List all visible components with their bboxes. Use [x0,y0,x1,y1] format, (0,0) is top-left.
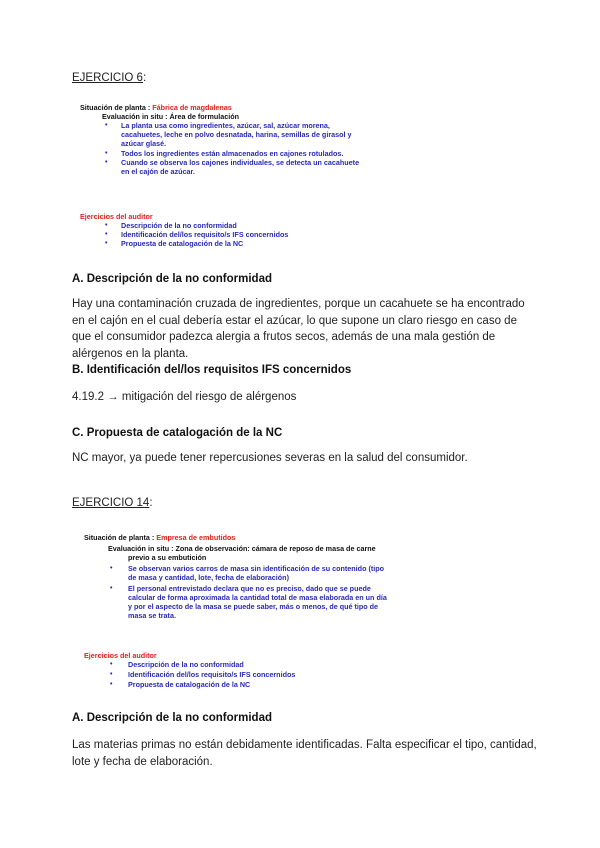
exercise-14-title-suffix: : [149,497,153,509]
ex6-section-b-heading: B. Identificación del/los requisitos IFS concernidos [72,364,352,376]
bullet-icon: • [110,565,113,572]
ex6-bullet-1-line-1: La planta usa como ingredientes, azúcar, sal, azúcar morena, [121,121,330,130]
bullet-icon: • [110,661,113,668]
ex6-auditor-title: Ejercicios del auditor [80,212,153,221]
bullet-icon: • [105,150,108,157]
bullet-icon: • [105,122,108,129]
ex14-bullet-2-line-4: masa se trata. [128,611,176,620]
ex14-section-a-text: Las materias primas no están debidamente identificadas. Falta especificar el tipo, cantidad, lote y fecha de elaboración. [72,739,537,768]
bullet-icon: • [105,159,108,166]
bullet-icon: • [110,681,113,688]
ex14-bullet-2-line-3: y por el aspecto de la masa se puede saber, más o menos, de qué tipo de [128,602,379,611]
ex6-auditor-item-3: Propuesta de catalogación de la NC [121,239,244,248]
ex6-bullet-3-line-1: Cuando se observa los cajones individuales, se detecta un cacahuete [121,158,360,167]
exercise-14-title-text: EJERCICIO 14 [72,497,150,509]
ex14-situacion [84,534,235,543]
ex6-bullet-2-line-1: Todos los ingredientes están almacenados en cajones rotulados. [121,149,344,158]
ex6-situacion-value: Fábrica de magdalenas [152,103,232,112]
exercise-6-title-text: EJERCICIO 6 [72,72,143,84]
ex14-bullet-1-line-1: Se observan varios carros de masa sin identificación de su contenido (tipo [128,564,385,573]
ex14-situacion-value: Empresa de embutidos [156,533,236,542]
bullet-icon: • [105,231,108,238]
ex14-auditor-item-1: Descripción de la no conformidad [128,660,244,669]
ex6-section-a-heading: A. Descripción de la no conformidad [72,273,273,285]
ex6-auditor-item-1: Descripción de la no conformidad [121,221,237,230]
ex6-auditor-item-2: Identificación del/los requisito/s IFS concernidos [121,230,289,239]
ex14-bullet-2-line-1: El personal entrevistado declara que no es preciso, dado que se puede [128,584,371,593]
ex14-auditor-item-3: Propuesta de catalogación de la NC [128,680,251,689]
ex14-auditor-title: Ejercicios del auditor [84,651,157,660]
ex6-section-b-text: 4.19.2 → mitigación del riesgo de alérgenos [72,391,297,403]
ex6-section-a-text: Hay una contaminación cruzada de ingredientes, porque un cacahuete se ha encontrado en el cajón en el cual debería estar el azúcar, lo que supone un claro riesgo en caso de que el consumidor padezca alergia a frutos secos, además de una mala gestión de alérgenos en la planta. [72,298,525,360]
ex6-section-c-text: NC mayor, ya puede tener repercusiones severas en la salud del consumidor. [72,452,468,464]
bullet-icon: • [110,671,113,678]
ex14-evaluacion-line-1: Evaluación in situ : Zona de observación: cámara de reposo de masa de carne [108,544,376,553]
ex6-section-c-heading: C. Propuesta de catalogación de la NC [72,427,283,439]
ex14-situacion-label: Situación de planta : [84,533,157,542]
bullet-icon: • [105,222,108,229]
ex14-bullet-2-line-2: calcular de forma aproximada la cantidad total de masa elaborada en un día [128,593,387,602]
exercise-6-title [72,72,146,84]
bullet-icon: • [105,240,108,247]
ex14-section-a-heading: A. Descripción de la no conformidad [72,712,273,724]
ex14-evaluacion-line-2: previo a su embutición [128,553,207,562]
exercise-14-title [72,497,153,509]
ex6-evaluacion: Evaluación in situ : Área de formulación [102,112,239,121]
exercise-6-title-suffix: : [142,72,147,84]
ex14-bullet-1-line-2: de masa y cantidad, lote, fecha de elaboración) [128,573,289,582]
ex6-bullet-1-line-2: cacahuetes, leche en polvo desnatada, harina, semillas de girasol y [121,130,352,139]
ex6-situacion-label: Situación de planta : [80,103,153,112]
ex6-bullet-3-line-2: en el cajón de azúcar. [121,167,195,176]
bullet-icon: • [110,585,113,592]
ex14-auditor-item-2: Identificación del/los requisito/s IFS concernidos [128,670,296,679]
ex6-bullet-1-line-3: azúcar glasé. [121,139,167,148]
